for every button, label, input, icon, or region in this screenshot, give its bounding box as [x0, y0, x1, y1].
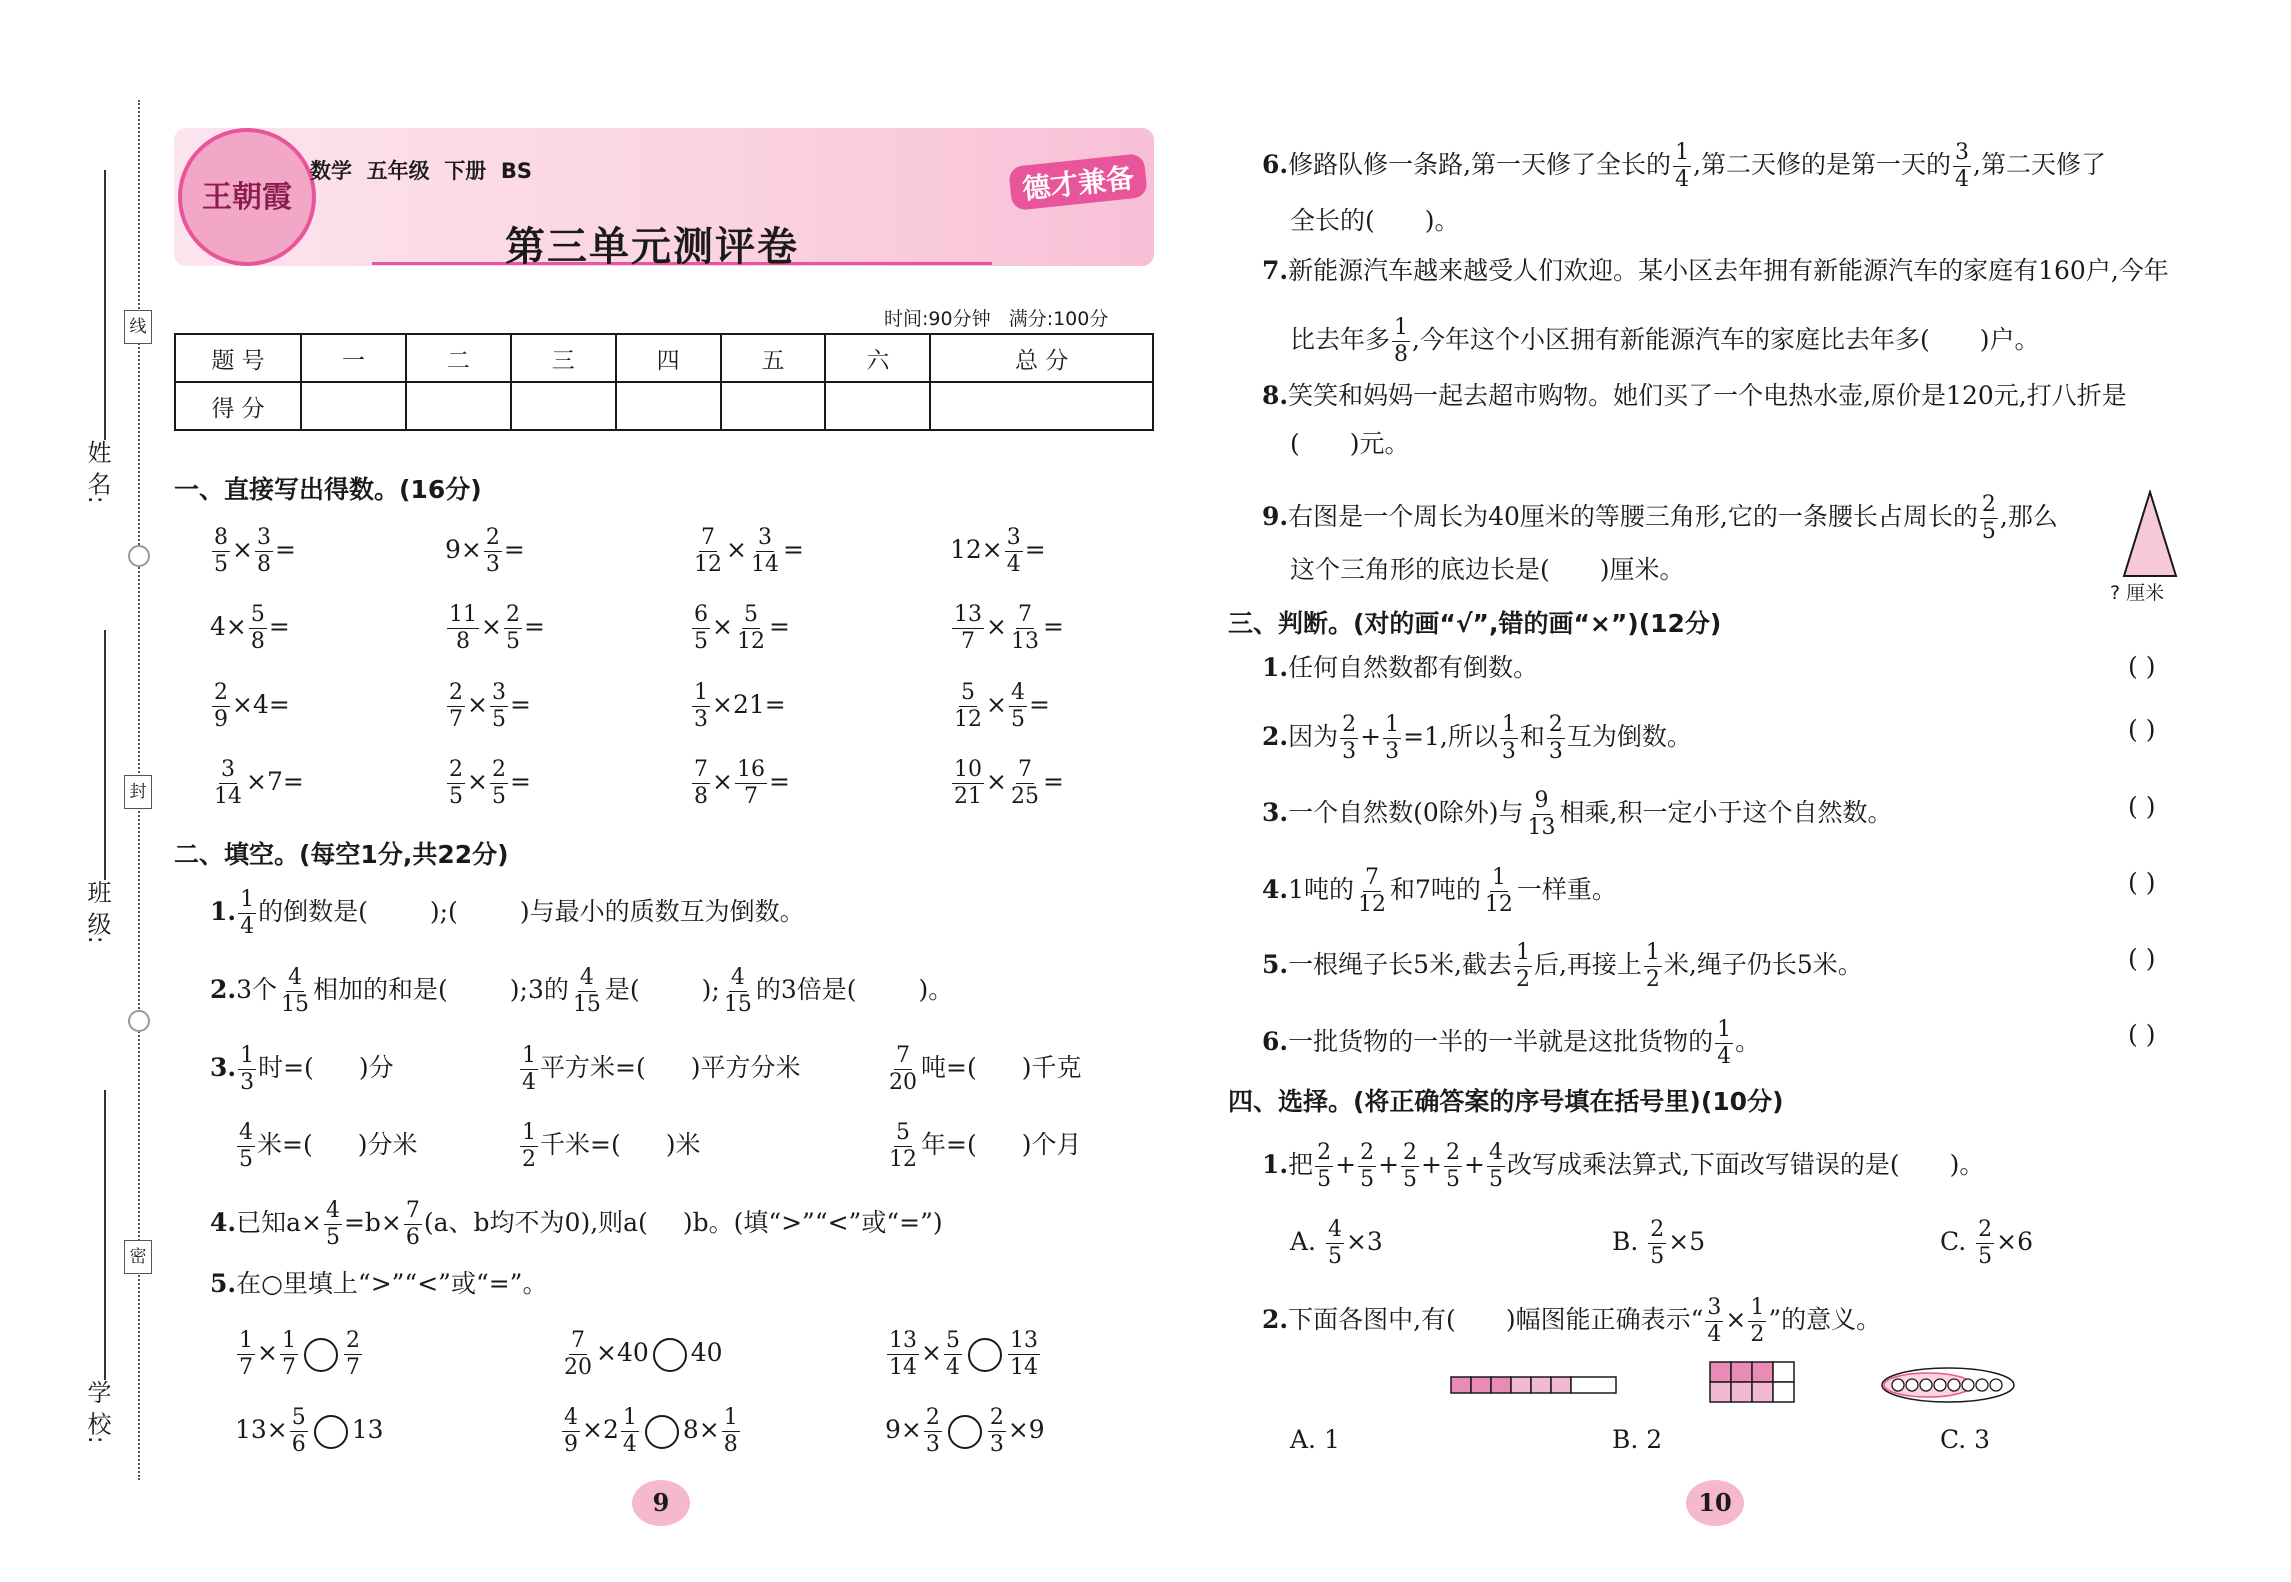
judge-question-5: 5.一根绳子长5米,截去 $\frac{1}{2}$ 后,再接上 $\frac{1}{2}$ 米,绳子仍长5米。	[1262, 940, 1863, 992]
brand-tag: 德才兼备	[1008, 153, 1148, 211]
calc-item: $\frac{3}{14}$ ×7=	[214, 757, 304, 809]
fill-question-7: 7.新能源汽车越来越受人们欢迎。某小区去年拥有新能源汽车的家庭有160户,今年	[1262, 256, 2169, 285]
compare-item: $\frac{13}{14}$ × $\frac{5}{4}$ $\frac{13}{14}$	[889, 1328, 1038, 1380]
class-label: 班 级:	[83, 880, 111, 944]
compare-circle[interactable]	[314, 1415, 348, 1449]
judge-answer-box[interactable]: ( )	[2128, 868, 2156, 897]
fill-question-1: 1. $\frac{1}{4}$ 的倒数是( );( )与最小的质数互为倒数。	[210, 887, 805, 939]
score-table-cell: 五	[721, 334, 826, 382]
fill-question-8: 8.笑笑和妈妈一起去超市购物。她们买了一个电热水壶,原价是120元,打八折是	[1262, 381, 2127, 410]
judge-question-1: 1.任何自然数都有倒数。	[1262, 653, 1539, 682]
calc-item: $\frac{7}{12}$ × $\frac{3}{14}$ =	[694, 525, 804, 577]
calc-item: $\frac{7}{8}$ × $\frac{16}{7}$ =	[694, 757, 790, 809]
exam-meta: 时间:90分钟 满分:100分	[884, 308, 1109, 330]
section-2-title: 二、填空。(每空1分,共22分)	[174, 840, 509, 869]
score-table	[174, 333, 1154, 431]
score-table-cell: 四	[616, 334, 721, 382]
calc-item: $\frac{5}{12}$ × $\frac{4}{5}$ =	[954, 680, 1050, 732]
choice-question-2: 2.下面各图中,有( )幅图能正确表示“ $\frac{3}{4}$ × $\frac{1}{2}$ ”的意义。	[1262, 1295, 1882, 1347]
page-title: 第三单元测评卷	[505, 224, 799, 270]
score-input-cell[interactable]	[616, 382, 721, 430]
calc-item: $\frac{6}{5}$ × $\frac{5}{12}$ =	[694, 602, 790, 654]
score-input-cell[interactable]	[511, 382, 616, 430]
judge-answer-box[interactable]: ( )	[2128, 1020, 2156, 1049]
score-table-cell: 二	[406, 334, 511, 382]
school-label: 学 校:	[83, 1380, 111, 1444]
triangle-base-label: ? 厘米	[2110, 582, 2165, 604]
unit-conversion: $\frac{7}{20}$ 吨=( )千克	[889, 1043, 1082, 1095]
calc-item: $\frac{8}{5}$ × $\frac{3}{8}$ =	[214, 525, 296, 577]
score-input-cell[interactable]	[825, 382, 930, 430]
calc-item: $\frac{10}{21}$ × $\frac{7}{25}$ =	[954, 757, 1064, 809]
book-subtitle: 数学 五年级 下册 BS	[310, 159, 532, 183]
section-1-title: 一、直接写出得数。(16分)	[174, 475, 482, 504]
compare-item: 9× $\frac{2}{3}$ $\frac{2}{3}$ ×9	[885, 1405, 1045, 1457]
unit-conversion: $\frac{1}{2}$ 千米=( )米	[522, 1120, 701, 1172]
calc-item: $\frac{13}{7}$ × $\frac{7}{13}$ =	[954, 602, 1064, 654]
score-table-header-row	[175, 334, 1153, 382]
judge-question-4: 4.1吨的 $\frac{7}{12}$ 和7吨的 $\frac{1}{12}$ 一样重。	[1262, 865, 1617, 917]
figure-bar-strip	[1450, 1375, 1620, 1397]
logo-badge	[178, 128, 316, 266]
binding-mark-feng: 封	[124, 775, 152, 809]
calc-item: 9× $\frac{2}{3}$ =	[445, 525, 525, 577]
choice-question-1: 1.把 $\frac{2}{5}$ + $\frac{2}{5}$ + $\frac{2}{5}$ + $\frac{2}{5}$ + $\frac{4}{5}$ 改写成乘法算式,下面改写错误的是( )。	[1262, 1140, 1985, 1192]
compare-item: 13× $\frac{5}{6}$ 13	[235, 1405, 384, 1457]
compare-circle[interactable]	[304, 1338, 338, 1372]
fill-question-2: 2.3个 $\frac{4}{15}$ 相加的和是( );3的 $\frac{4}{15}$ 是( ); $\frac{4}{15}$ 的3倍是( )。	[210, 965, 954, 1017]
binding-mark-mi: 密	[124, 1240, 152, 1274]
choice-option-c[interactable]: C. $\frac{2}{5}$ ×6	[1940, 1217, 2033, 1269]
calc-item: $\frac{1}{3}$ ×21=	[694, 680, 786, 732]
compare-item: $\frac{7}{20}$ ×40 40	[564, 1328, 723, 1380]
fill-question-4: 4.已知a× $\frac{4}{5}$ =b× $\frac{7}{6}$ (a、b均不为0),则a( )b。(填“>”“<”或“=”)	[210, 1198, 943, 1250]
score-table-cell: 六	[825, 334, 930, 382]
fill-question-6-cont: 全长的( )。	[1290, 206, 1460, 235]
judge-answer-box[interactable]: ( )	[2128, 944, 2156, 973]
judge-question-6: 6.一批货物的一半的一半就是这批货物的 $\frac{1}{4}$ 。	[1262, 1017, 1761, 1069]
section-3-title: 三、判断。(对的画“√”,错的画“×”)(12分)	[1228, 609, 1722, 638]
unit-conversion: $\frac{4}{5}$ 米=( )分米	[239, 1120, 418, 1172]
judge-answer-box[interactable]: ( )	[2128, 652, 2156, 681]
fill-question-8-cont: ( )元。	[1290, 429, 1410, 458]
compare-circle[interactable]	[645, 1415, 679, 1449]
unit-conversion: $\frac{1}{4}$ 平方米=( )平方分米	[522, 1043, 801, 1095]
score-table-cell: 题 号	[175, 334, 301, 382]
fill-question-9-cont: 这个三角形的底边长是( )厘米。	[1290, 555, 1685, 584]
score-input-cell[interactable]	[721, 382, 826, 430]
figure-circles-oval	[1880, 1365, 2020, 1405]
name-blank[interactable]	[104, 170, 106, 440]
isosceles-triangle-figure	[2120, 490, 2180, 580]
binding-hole-icon	[128, 1010, 150, 1032]
calc-item: $\frac{2}{9}$ ×4=	[214, 680, 290, 732]
choice-option-a[interactable]: A. $\frac{4}{5}$ ×3	[1290, 1217, 1383, 1269]
unit-conversion: 3. $\frac{1}{3}$ 时=( )分	[210, 1043, 394, 1095]
judge-answer-box[interactable]: ( )	[2128, 715, 2156, 744]
choice2-option-b[interactable]: B. 2	[1612, 1425, 1663, 1454]
calc-item: 12× $\frac{3}{4}$ =	[950, 525, 1046, 577]
choice-option-b[interactable]: B. $\frac{2}{5}$ ×5	[1612, 1217, 1706, 1269]
compare-circle[interactable]	[948, 1415, 982, 1449]
choice2-option-a[interactable]: A. 1	[1290, 1425, 1340, 1454]
name-label: 姓 名:	[83, 440, 111, 504]
judge-question-3: 3.一个自然数(0除外)与 $\frac{9}{13}$ 相乘,积一定小于这个自然数。	[1262, 788, 1893, 840]
fill-question-6: 6.修路队修一条路,第一天修了全长的 $\frac{1}{4}$ ,第二天修的是第一天的 $\frac{3}{4}$ ,第二天修了	[1262, 140, 2106, 192]
compare-item: $\frac{1}{7}$ × $\frac{1}{7}$ $\frac{2}{7}$	[239, 1328, 360, 1380]
page-number-left: 9	[632, 1480, 690, 1526]
logo-text: 王朝霞	[202, 180, 292, 215]
calc-item: 4× $\frac{5}{8}$ =	[210, 602, 290, 654]
judge-question-2: 2.因为 $\frac{2}{3}$ + $\frac{1}{3}$ =1,所以 $\frac{1}{3}$ 和 $\frac{2}{3}$ 互为倒数。	[1262, 712, 1692, 764]
score-input-cell[interactable]	[406, 382, 511, 430]
judge-answer-box[interactable]: ( )	[2128, 792, 2156, 821]
score-label: 得 分	[175, 382, 301, 430]
page-number-right: 10	[1686, 1480, 1744, 1526]
binding-hole-icon	[128, 545, 150, 567]
fill-question-9: 9.右图是一个周长为40厘米的等腰三角形,它的一条腰长占周长的 $\frac{2}{5}$ ,那么	[1262, 492, 2058, 544]
figure-grid	[1708, 1360, 1798, 1410]
compare-circle[interactable]	[968, 1338, 1002, 1372]
score-table-cell: 一	[301, 334, 406, 382]
class-blank[interactable]	[104, 630, 106, 880]
score-table-cell: 总 分	[930, 334, 1153, 382]
score-table-score-row	[175, 382, 1153, 430]
score-table-cell: 三	[511, 334, 616, 382]
fill-question-5: 5.在○里填上“>”“<”或“=”。	[210, 1269, 548, 1298]
score-input-cell[interactable]	[301, 382, 406, 430]
compare-item: $\frac{4}{9}$ ×2 $\frac{1}{4}$ 8× $\frac{1}{8}$	[564, 1405, 738, 1457]
calc-item: $\frac{2}{7}$ × $\frac{3}{5}$ =	[449, 680, 531, 732]
calc-item: $\frac{2}{5}$ × $\frac{2}{5}$ =	[449, 757, 531, 809]
compare-circle[interactable]	[653, 1338, 687, 1372]
calc-item: $\frac{11}{8}$ × $\frac{2}{5}$ =	[449, 602, 545, 654]
score-input-cell[interactable]	[930, 382, 1153, 430]
school-blank[interactable]	[104, 1090, 106, 1380]
section-4-title: 四、选择。(将正确答案的序号填在括号里)(10分)	[1228, 1087, 1784, 1116]
fill-question-7-cont: 比去年多 $\frac{1}{8}$ ,今年这个小区拥有新能源汽车的家庭比去年多( )户。	[1290, 315, 2040, 367]
choice2-option-c[interactable]: C. 3	[1940, 1425, 1991, 1454]
binding-mark-xian: 线	[124, 310, 152, 344]
unit-conversion: $\frac{5}{12}$ 年=( )个月	[889, 1120, 1082, 1172]
